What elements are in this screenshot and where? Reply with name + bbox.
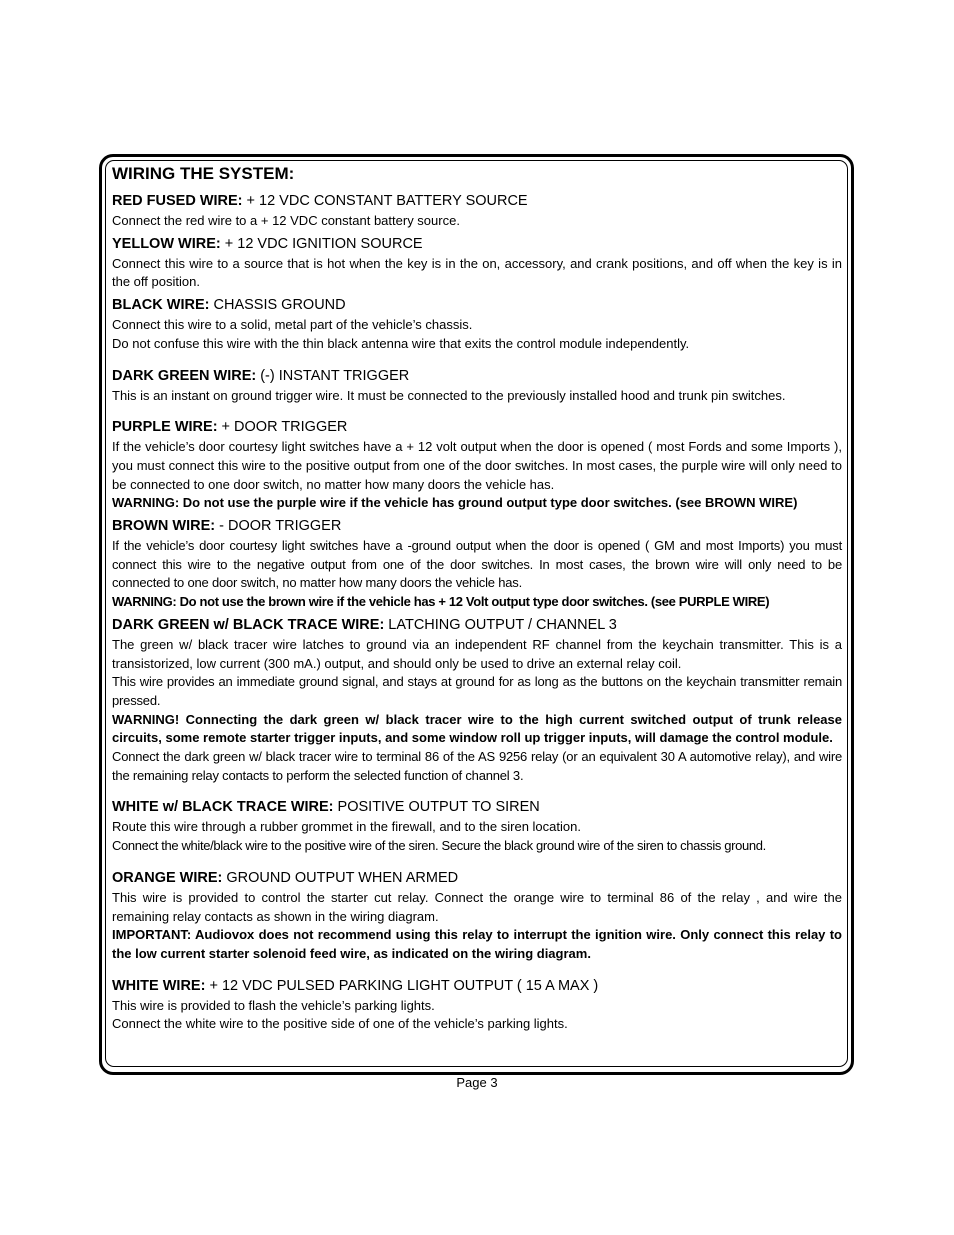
- wire-function: + 12 VDC PULSED PARKING LIGHT OUTPUT ( 15 A MAX ): [205, 977, 599, 994]
- section-heading: [112, 517, 842, 536]
- section-white-black-trace-wire: [112, 798, 842, 855]
- wire-function: + 12 VDC CONSTANT BATTERY SOURCE: [242, 193, 528, 209]
- paragraph: Connect the dark green w/ black tracer wire to terminal 86 of the AS 9256 relay (or an equivalent 30 A automotive relay), and wire the remaining relay contacts to perform the selected function of channel 3.: [112, 749, 842, 783]
- paragraph: The green w/ black tracer wire latches to ground via an independent RF channel from the keychain transmitter. This is a transistorized, low current (300 mA.) output, and should only be used to drive an external relay coil.: [112, 636, 842, 671]
- section-black-wire: [112, 296, 842, 353]
- paragraph: Do not confuse this wire with the thin black antenna wire that exits the control module independently.: [112, 335, 690, 351]
- paragraph: This wire is provided to flash the vehicle’s parking lights.: [112, 997, 435, 1013]
- wire-function: POSITIVE OUTPUT TO SIREN: [333, 799, 540, 816]
- wire-label: BLACK WIRE:: [112, 297, 210, 314]
- wire-label: ORANGE WIRE:: [112, 869, 223, 886]
- wiring-content: [112, 163, 842, 1038]
- section-dark-green-black-trace-wire: [112, 616, 842, 786]
- section-heading: [112, 296, 842, 315]
- paragraph: Connect this wire to a source that is hot when the key is in the on, accessory, and crank positions, and off when the key is in the off position.: [112, 255, 842, 290]
- paragraph: Connect the white/black wire to the positive wire of the siren. Secure the black ground wire of the siren to chassis ground.: [112, 838, 766, 854]
- paragraph: Connect this wire to a solid, metal part of the vehicle’s chassis.: [112, 317, 473, 333]
- paragraph: Connect the white wire to the positive side of one of the vehicle’s parking lights.: [112, 1016, 568, 1032]
- section-heading: [112, 977, 842, 996]
- section-heading: [112, 616, 842, 635]
- page-number: Page 3: [456, 1075, 498, 1090]
- section-heading: [112, 192, 842, 211]
- paragraph: If the vehicle’s door courtesy light switches have a + 12 volt output when the door is opened ( most Fords and some Imports ), you must connect this wire to the positive output from one of the door switches. In most cases, the purple wire will only need to be connected to one door switch, no matter how many doors the vehicle has.: [112, 439, 842, 492]
- paragraph: This wire is provided to control the starter cut relay. Connect the orange wire to terminal 86 of the relay , and wire the remaining relay contacts as shown in the wiring diagram.: [112, 889, 842, 924]
- warning-paragraph: WARNING: Do not use the brown wire if the vehicle has + 12 Volt output type door switches. (see PURPLE WIRE): [112, 594, 770, 610]
- section-yellow-wire: [112, 235, 842, 292]
- paragraph: If the vehicle’s door courtesy light switches have a -ground output when the door is opened ( GM and most Imports) you must connect this wire to the negative output from one of the door switches. In most cases, the brown wire will only need to be connected to one door switch, no matter how many doors the vehicle has.: [112, 538, 842, 591]
- paragraph: This wire provides an immediate ground signal, and stays at ground for as long as the buttons on the keychain transmitter remain pressed.: [112, 674, 842, 708]
- section-dark-green-wire: [112, 367, 842, 406]
- warning-paragraph: WARNING: Do not use the purple wire if the vehicle has ground output type door switches. (see BROWN WIRE): [112, 495, 798, 511]
- wire-label: RED FUSED WIRE:: [112, 193, 243, 209]
- wire-function: + DOOR TRIGGER: [217, 419, 348, 436]
- wire-function: CHASSIS GROUND: [209, 297, 346, 314]
- section-white-wire: [112, 977, 842, 1034]
- paragraph: Route this wire through a rubber grommet in the firewall, and to the siren location.: [112, 819, 581, 835]
- wire-function: (-) INSTANT TRIGGER: [256, 367, 410, 384]
- wire-label: BROWN WIRE:: [112, 518, 216, 535]
- section-orange-wire: [112, 869, 842, 964]
- wire-label: YELLOW WIRE:: [112, 235, 221, 252]
- page-title: WIRING THE SYSTEM:: [112, 164, 295, 183]
- section-brown-wire: [112, 517, 842, 612]
- paragraph: Connect the red wire to a + 12 VDC constant battery source.: [112, 213, 460, 228]
- warning-paragraph: WARNING! Connecting the dark green w/ black tracer wire to the high current switched output of trunk release circuits, some remote starter trigger inputs, and some window roll up trigger inputs, will damage the control module.: [112, 711, 842, 746]
- wire-function: - DOOR TRIGGER: [215, 518, 342, 535]
- wire-label: WHITE w/ BLACK TRACE WIRE:: [112, 799, 334, 816]
- section-heading: [112, 367, 842, 386]
- important-paragraph: IMPORTANT: Audiovox does not recommend using this relay to interrupt the ignition wire. Only connect this relay to the low current starter solenoid feed wire, as indicated on the wiring diagram.: [112, 927, 842, 961]
- section-heading: [112, 869, 842, 888]
- section-heading: [112, 418, 842, 437]
- section-heading: [112, 798, 842, 817]
- wire-function: GROUND OUTPUT WHEN ARMED: [222, 869, 459, 886]
- wire-function: + 12 VDC IGNITION SOURCE: [220, 235, 423, 252]
- wire-label: PURPLE WIRE:: [112, 419, 218, 436]
- wire-function: LATCHING OUTPUT / CHANNEL 3: [384, 616, 617, 633]
- wire-label: WHITE WIRE:: [112, 977, 206, 994]
- section-heading: [112, 235, 842, 254]
- wire-label: DARK GREEN WIRE:: [112, 367, 257, 384]
- section-red-fused-wire: [112, 192, 842, 231]
- section-purple-wire: [112, 418, 842, 513]
- wire-label: DARK GREEN w/ BLACK TRACE WIRE:: [112, 616, 385, 633]
- paragraph: This is an instant on ground trigger wire. It must be connected to the previously installed hood and trunk pin switches.: [112, 387, 786, 403]
